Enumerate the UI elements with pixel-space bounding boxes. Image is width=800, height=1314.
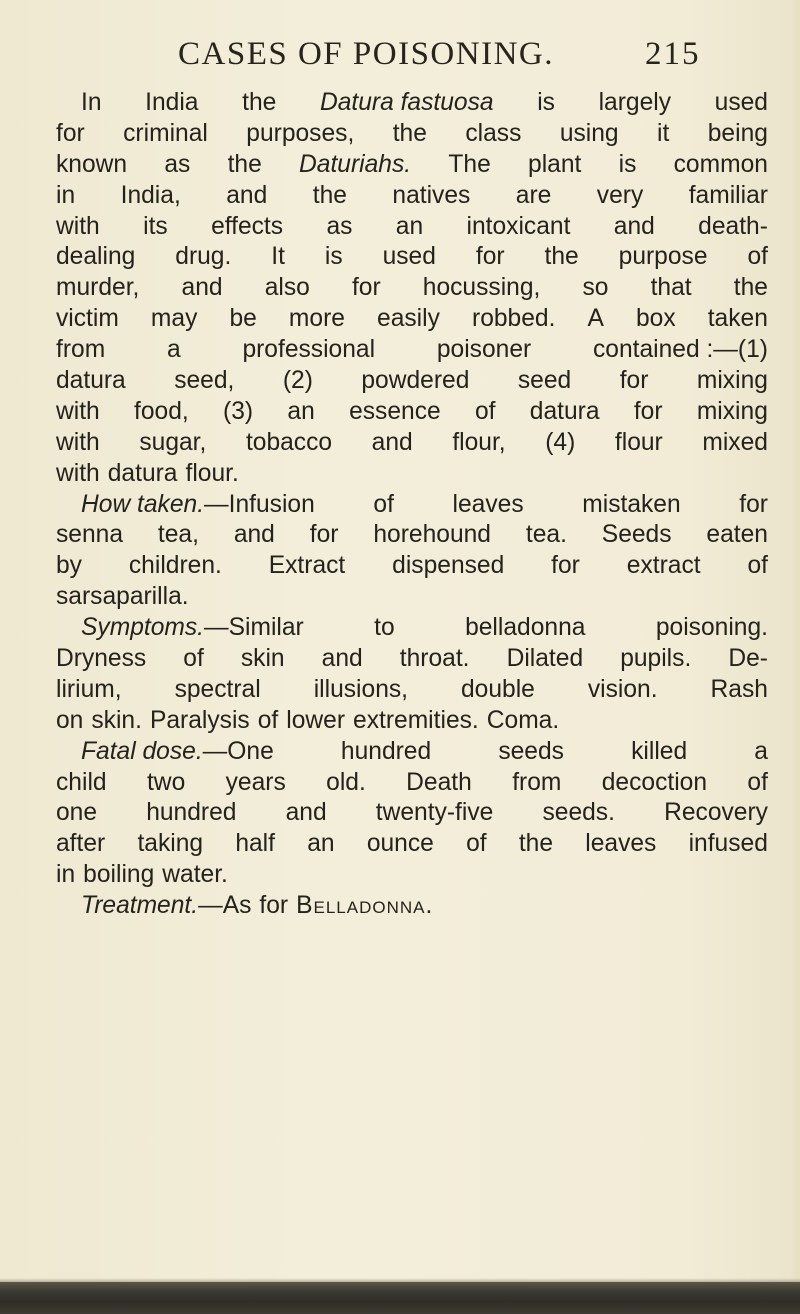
word: an xyxy=(287,397,315,425)
word: and xyxy=(285,799,327,827)
word: seeds. xyxy=(542,799,615,827)
word: and xyxy=(226,181,268,209)
word: for xyxy=(475,243,505,271)
word: hundred xyxy=(340,737,432,765)
word: taking xyxy=(137,830,204,858)
word: sugar, xyxy=(139,428,207,456)
word: of xyxy=(474,397,496,425)
word: children. xyxy=(128,552,222,580)
text-line xyxy=(56,768,768,799)
word: for xyxy=(633,397,663,425)
word: Seeds xyxy=(601,521,672,549)
word: one xyxy=(56,799,98,827)
word: half xyxy=(235,830,275,858)
word: Symptoms.—Similar xyxy=(81,614,304,642)
word: be xyxy=(229,305,257,333)
text-line xyxy=(56,397,768,428)
word: used xyxy=(382,243,436,271)
word: of xyxy=(373,490,394,518)
word: (3) xyxy=(223,397,254,425)
word: tea. xyxy=(525,521,567,549)
word: skin. xyxy=(91,706,142,734)
word: for xyxy=(551,552,580,580)
text-line xyxy=(56,551,768,582)
text-line xyxy=(56,737,768,768)
word: lirium, xyxy=(56,675,122,703)
text-line xyxy=(56,273,768,304)
text-line xyxy=(56,459,768,490)
text-line xyxy=(56,706,768,737)
word: effects xyxy=(211,212,284,240)
word: for xyxy=(619,367,649,395)
word: flour, xyxy=(452,428,506,456)
word: Extract xyxy=(268,552,346,580)
word: Dryness xyxy=(56,645,147,673)
word: Coma. xyxy=(486,706,560,734)
word: of xyxy=(747,243,768,271)
word: seeds xyxy=(498,737,564,765)
word: purpose xyxy=(618,243,708,271)
word: more xyxy=(288,305,345,333)
word: for xyxy=(739,490,768,518)
word: murder, xyxy=(56,274,140,302)
word: twenty-five xyxy=(375,799,494,827)
word: being xyxy=(707,119,768,147)
word: poisoner xyxy=(436,336,532,364)
word: powdered xyxy=(361,367,470,395)
text-line xyxy=(56,520,768,551)
word: Belladonna. xyxy=(296,892,434,920)
word: datura xyxy=(56,367,126,395)
word: belladonna xyxy=(465,614,586,642)
word: lower xyxy=(286,706,346,734)
text-line xyxy=(56,304,768,335)
word: the xyxy=(733,274,768,302)
page-edge-shading xyxy=(790,0,800,1280)
word: an xyxy=(307,830,335,858)
word: hocussing, xyxy=(422,274,541,302)
word: after xyxy=(56,830,106,858)
body-text xyxy=(56,88,768,922)
word: old. xyxy=(326,768,366,796)
word: with xyxy=(56,428,100,456)
text-line xyxy=(56,335,768,366)
word: flour. xyxy=(185,459,239,487)
word: water. xyxy=(162,861,228,889)
word: in xyxy=(56,181,76,209)
word: leaves xyxy=(585,830,657,858)
word: using xyxy=(559,119,619,147)
word: Treatment.—As xyxy=(81,892,252,920)
word: hundred xyxy=(146,799,237,827)
word: mixed xyxy=(702,428,768,456)
word: poisoning. xyxy=(655,614,768,642)
word: Death xyxy=(406,768,472,796)
word: on xyxy=(56,706,84,734)
word: senna xyxy=(56,521,124,549)
word: datura xyxy=(107,459,178,487)
word: the xyxy=(312,181,347,209)
word: class xyxy=(465,119,522,147)
word: so xyxy=(582,274,609,302)
word: that xyxy=(650,274,692,302)
word: of xyxy=(257,706,279,734)
running-head: CASES OF POISONING. xyxy=(178,36,554,72)
word: natives xyxy=(392,181,471,209)
word: food, xyxy=(134,397,189,425)
word: seed, xyxy=(174,367,235,395)
word: for xyxy=(56,119,85,147)
word: victim xyxy=(56,305,119,333)
word: mixing xyxy=(696,367,768,395)
word: is xyxy=(537,89,555,116)
word: essence xyxy=(349,397,441,425)
text-line xyxy=(56,644,768,675)
word: of xyxy=(466,830,487,858)
word: throat. xyxy=(399,645,470,673)
word: extract xyxy=(626,552,701,580)
word: flour xyxy=(614,428,663,456)
text-line xyxy=(56,181,768,212)
word: with xyxy=(56,212,100,240)
word: the xyxy=(227,150,262,178)
word: its xyxy=(143,212,168,240)
word: and xyxy=(371,428,413,456)
text-line xyxy=(56,891,768,922)
word: and xyxy=(181,274,223,302)
word: double xyxy=(461,675,535,703)
page-header xyxy=(0,28,800,78)
text-line xyxy=(56,88,768,119)
word: for xyxy=(351,274,381,302)
word: extremities. xyxy=(353,706,479,734)
word: How taken.—Infusion xyxy=(81,490,315,518)
word: taken xyxy=(707,305,768,333)
word: and xyxy=(613,212,655,240)
word: pupils. xyxy=(620,645,692,673)
word: spectral xyxy=(174,675,261,703)
word: are xyxy=(515,181,552,209)
word: tea, xyxy=(157,521,199,549)
word: Daturiahs. xyxy=(299,150,412,178)
text-line xyxy=(56,675,768,706)
word: a xyxy=(754,737,768,765)
word: Paralysis xyxy=(149,706,250,734)
word: (2) xyxy=(282,367,313,395)
word: tobacco xyxy=(245,428,333,456)
word: eaten xyxy=(706,521,768,549)
word: of xyxy=(747,768,768,796)
text-line xyxy=(56,212,768,243)
word: also xyxy=(264,274,310,302)
word: familiar xyxy=(688,181,768,209)
word: an xyxy=(395,212,424,240)
word: known xyxy=(56,150,128,178)
word: is xyxy=(324,243,343,271)
word: datura xyxy=(529,397,600,425)
word: very xyxy=(596,181,644,209)
text-line xyxy=(56,428,768,459)
binding-edge xyxy=(0,1282,800,1314)
word: from xyxy=(56,336,106,364)
word: infused xyxy=(688,830,768,858)
text-line xyxy=(56,829,768,860)
word: It xyxy=(271,243,285,271)
word: Dilated xyxy=(506,645,584,673)
word: plant xyxy=(528,150,582,178)
word: the xyxy=(544,243,579,271)
word: dispensed xyxy=(392,552,505,580)
word: criminal xyxy=(123,119,208,147)
word: in xyxy=(56,861,76,889)
word: from xyxy=(512,768,562,796)
text-line xyxy=(56,798,768,829)
word: India, xyxy=(120,181,181,209)
word: box xyxy=(635,305,676,333)
word: purposes, xyxy=(246,119,355,147)
word: the xyxy=(242,89,277,116)
word: the xyxy=(518,830,554,858)
word: decoction xyxy=(601,768,708,796)
word: skin xyxy=(240,645,285,673)
word: The xyxy=(448,150,491,178)
word: (4) xyxy=(545,428,576,456)
text-line xyxy=(56,242,768,273)
page-number: 215 xyxy=(645,36,701,72)
word: sarsaparilla. xyxy=(56,583,189,611)
word: with xyxy=(56,459,100,487)
word: dealing xyxy=(56,243,136,271)
word: illusions, xyxy=(313,675,409,703)
word: easily xyxy=(377,305,440,333)
text-line xyxy=(56,613,768,644)
word: used xyxy=(714,89,768,116)
word: professional xyxy=(242,336,376,364)
word: a xyxy=(166,336,181,364)
word: child xyxy=(56,768,107,796)
word: Rash xyxy=(710,675,768,703)
word: horehound xyxy=(373,521,491,549)
word: is xyxy=(618,150,637,178)
word: with xyxy=(56,397,100,425)
word: vision. xyxy=(587,675,658,703)
word: seed xyxy=(517,367,572,395)
text-line xyxy=(56,490,768,521)
word: boiling xyxy=(83,861,155,889)
word: common xyxy=(673,150,768,178)
word: and xyxy=(321,645,363,673)
word: largely xyxy=(598,89,672,116)
word: to xyxy=(374,614,395,642)
word: of xyxy=(747,552,768,580)
word: and xyxy=(233,521,275,549)
word: may xyxy=(150,305,198,333)
word: it xyxy=(657,119,670,147)
word: mixing xyxy=(696,397,768,425)
word: In xyxy=(81,89,102,116)
word: two xyxy=(146,768,186,796)
word: A xyxy=(587,305,604,333)
word: drug. xyxy=(175,243,232,271)
word: Recovery xyxy=(664,799,768,827)
word: death- xyxy=(698,212,768,240)
word: for xyxy=(259,892,289,920)
text-line xyxy=(56,150,768,181)
word: for xyxy=(309,521,339,549)
word: De- xyxy=(728,645,768,673)
word: contained :—(1) xyxy=(592,336,768,364)
word: leaves xyxy=(452,490,524,518)
word: robbed. xyxy=(472,305,556,333)
text-line xyxy=(56,582,768,613)
text-line xyxy=(56,119,768,150)
word: by xyxy=(56,552,82,580)
word: Datura fastuosa xyxy=(319,89,494,116)
text-line xyxy=(56,860,768,891)
word: mistaken xyxy=(582,490,681,518)
word: intoxicant xyxy=(466,212,571,240)
text-line xyxy=(56,366,768,397)
word: Fatal dose.—One xyxy=(81,737,274,765)
word: years xyxy=(225,768,286,796)
word: killed xyxy=(631,737,688,765)
word: as xyxy=(326,212,353,240)
word: ounce xyxy=(366,830,434,858)
word: as xyxy=(164,150,191,178)
word: India xyxy=(145,89,199,116)
word: of xyxy=(183,645,204,673)
word: the xyxy=(392,119,427,147)
